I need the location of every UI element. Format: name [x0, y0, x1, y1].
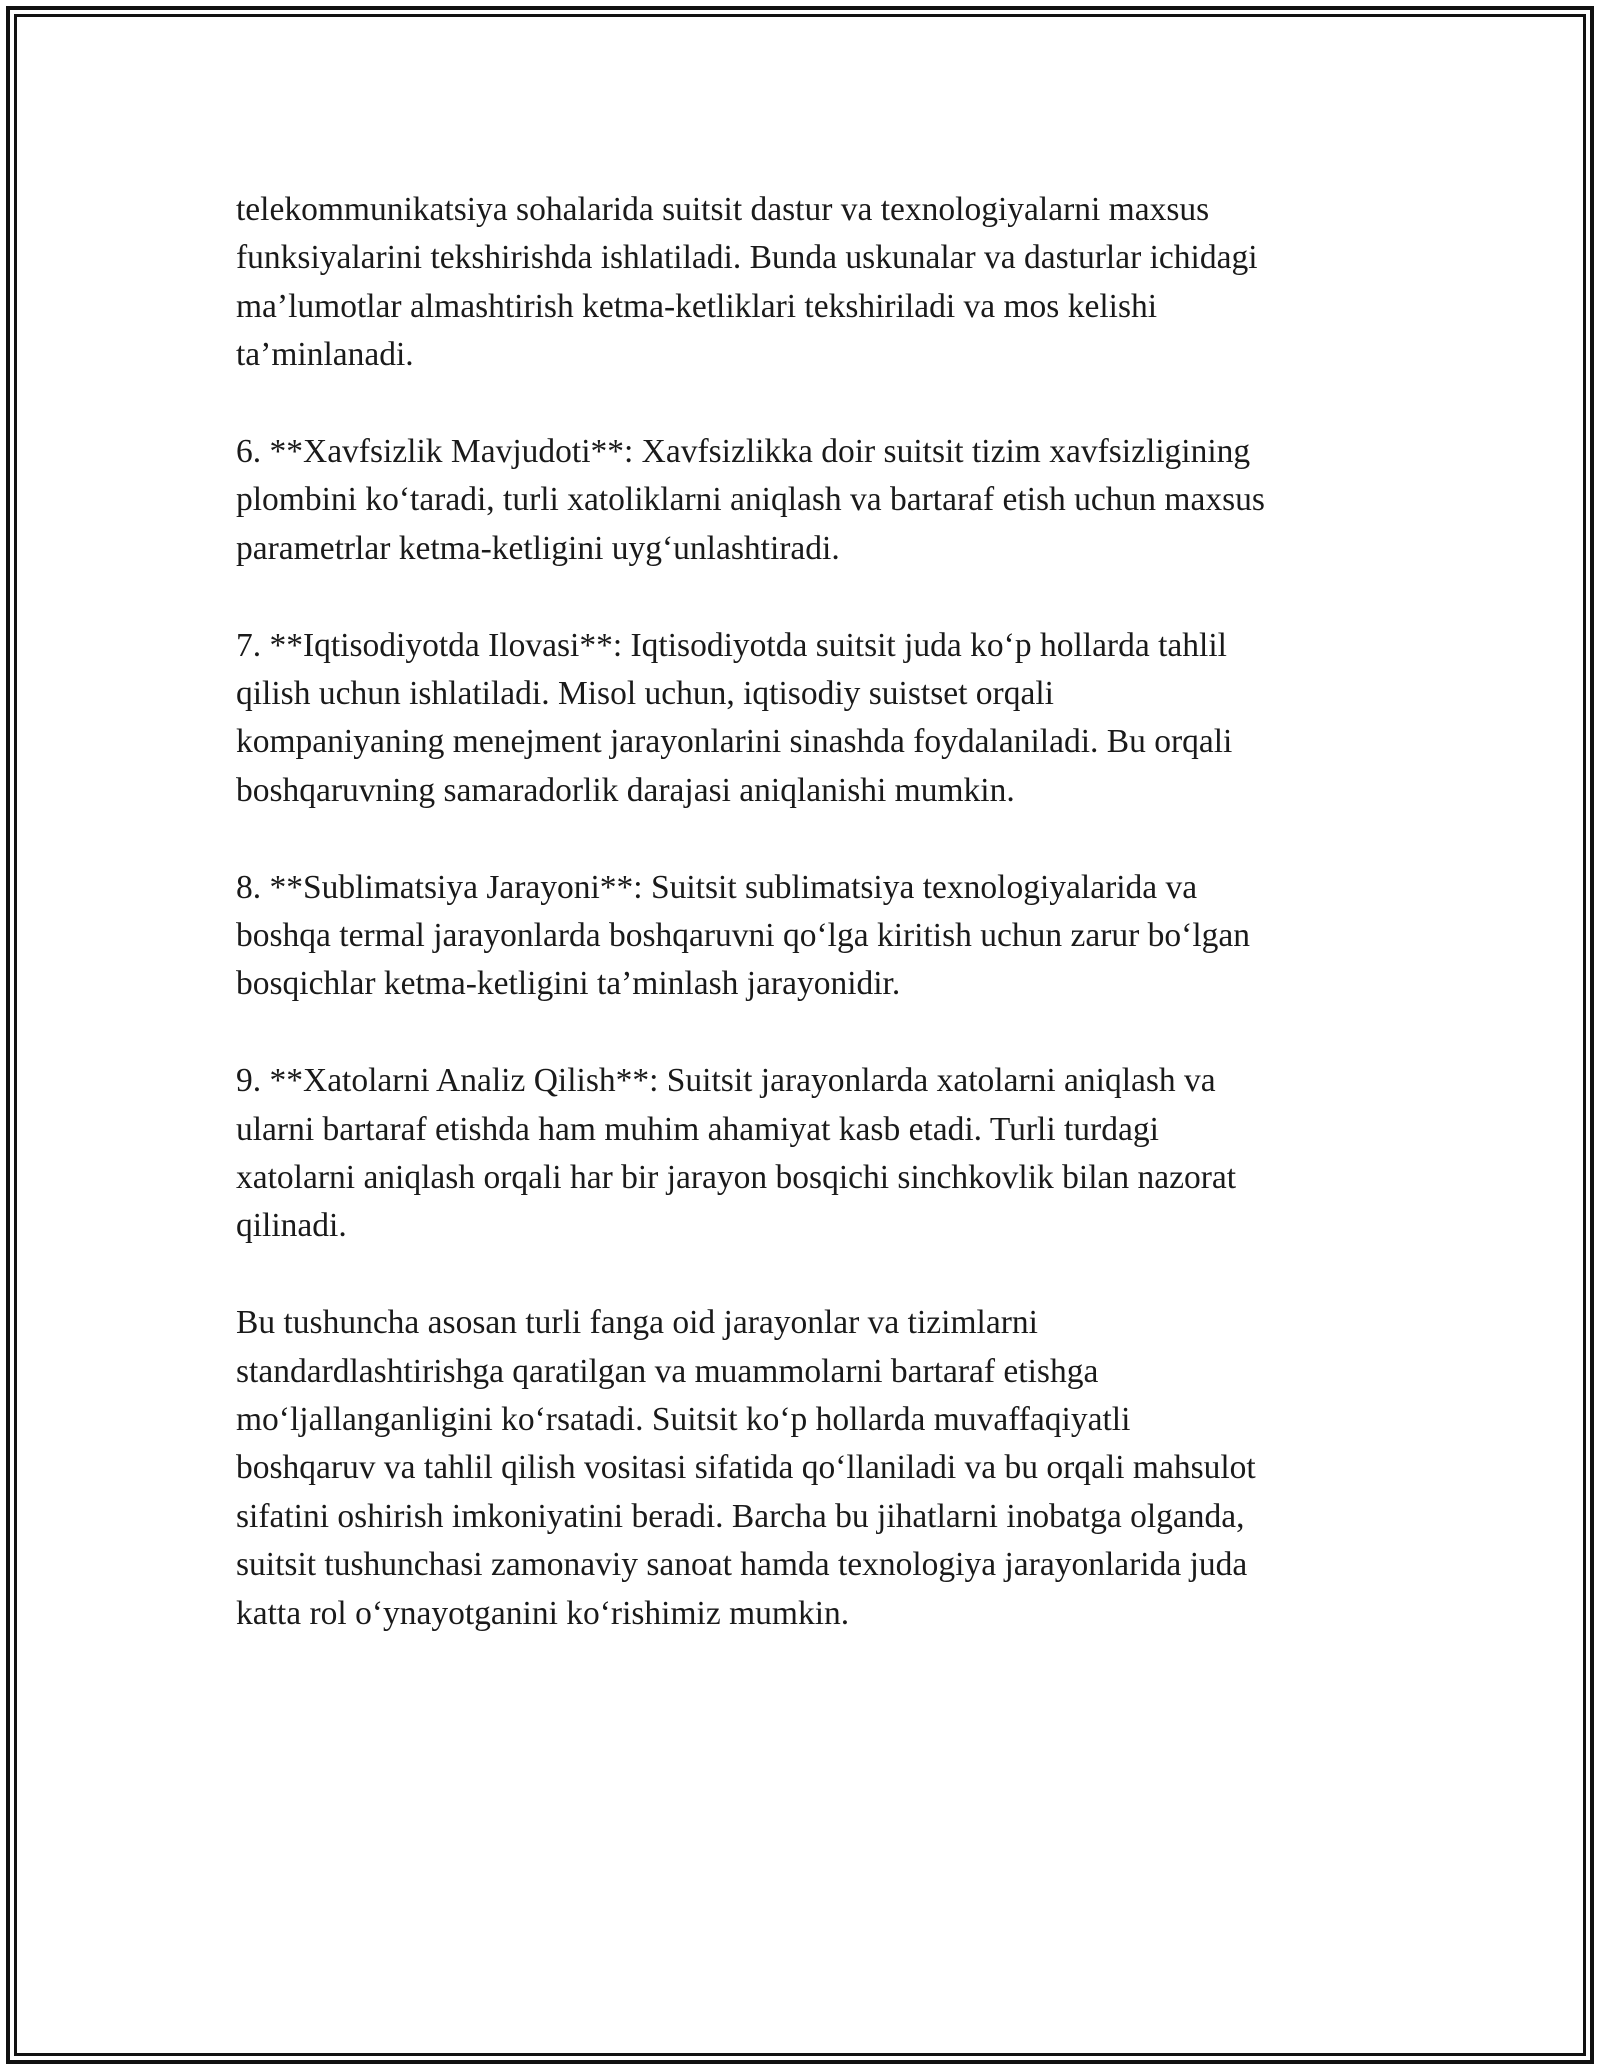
paragraph-item-7: 7. **Iqtisodiyotda Ilovasi**: Iqtisodiyotda suitsit juda ko‘p hollarda tahlil qilish uchun ishlatiladi. Misol uchun, iqtisodiy suistset orqali kompaniyaning menejment jarayonlarini sinashda foydalaniladi. Bu orqali boshqaruvning samaradorlik darajasi aniqlanishi mumkin.	[236, 626, 1233, 809]
paragraph-item-8: 8. **Sublimatsiya Jarayoni**: Suitsit sublimatsiya texnologiyalarida va boshqa termal jarayonlarda boshqaruvni qo‘lga kiritish uchun zarur bo‘lgan bosqichlar ketma-ketligini ta’minlash jarayonidir.	[236, 868, 1250, 1003]
paragraph-intro-continuation: telekommunikatsiya sohalarida suitsit dastur va texnologiyalarni maxsus funksiyalarini tekshirishda ishlatiladi. Bunda uskunalar va dasturlar ichidagi ma’lumotlar almashtirish ketma-ketliklari tekshiriladi va mos kelishi ta’minlanadi.	[236, 191, 1258, 374]
paragraph-item-6: 6. **Xavfsizlik Mavjudoti**: Xavfsizlikka doir suitsit tizim xavfsizligining plombini ko‘taradi, turli xatoliklarni aniqlash va bartaraf etish uchun maxsus parametrlar ketma-ketligini uyg‘unlashtiradi.	[236, 433, 1265, 567]
document-body	[236, 186, 1386, 1638]
paragraph-conclusion: Bu tushuncha asosan turli fanga oid jarayonlar va tizimlarni standardlashtirishga qaratilgan va muammolarni bartaraf etishga mo‘ljallanganligini ko‘rsatadi. Suitsit ko‘p hollarda muvaffaqiyatli boshqaruv va tahlil qilish vositasi sifatida qo‘llaniladi va bu orqali mahsulot sifatini oshirish imkoniyatini beradi. Barcha bu jihatlarni inobatga olganda, suitsit tushunchasi zamonaviy sanoat hamda texnologiya jarayonlarida juda katta rol o‘ynayotganini ko‘rishimiz mumkin.	[236, 1304, 1256, 1632]
paragraph-item-9: 9. **Xatolarni Analiz Qilish**: Suitsit jarayonlarda xatolarni aniqlash va ularni bartaraf etishda ham muhim ahamiyat kasb etadi. Turli turdagi xatolarni aniqlash orqali har bir jarayon bosqichi sinchkovlik bilan nazorat qilinadi.	[236, 1062, 1237, 1245]
